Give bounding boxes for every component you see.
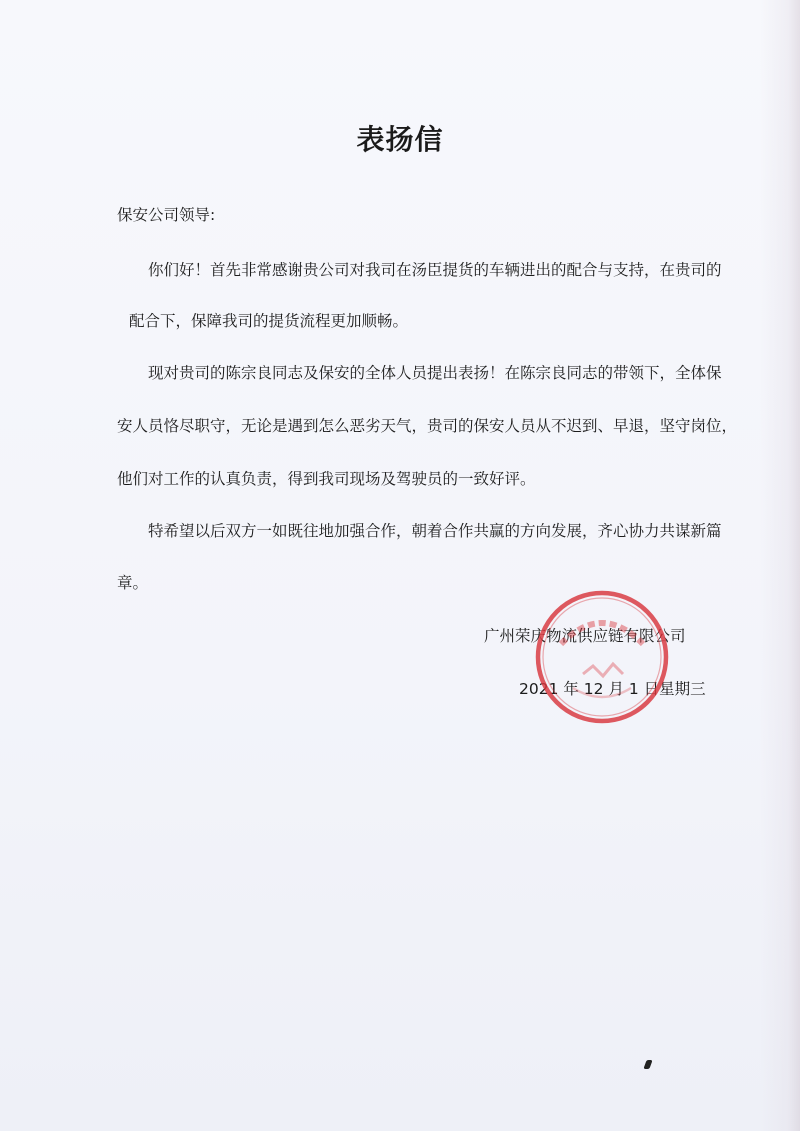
paper-edge-wear — [760, 0, 800, 1131]
paragraph-2-line-2: 安人员恪尽职守，无论是遇到怎么恶劣天气，贵司的保安人员从不迟到、早退，坚守岗位， — [117, 417, 738, 435]
paragraph-1-line-1: 你们好！首先非常感谢贵公司对我司在汤臣提货的车辆进出的配合与支持，在贵司的 — [148, 261, 722, 279]
salutation: 保安公司领导: — [117, 206, 216, 224]
paragraph-2-line-1: 现对贵司的陈宗良同志及保安的全体人员提出表扬！在陈宗良同志的带领下，全体保 — [148, 364, 722, 382]
company-seal-stamp — [533, 588, 671, 726]
paragraph-2-line-3: 他们对工作的认真负责，得到我司现场及驾驶员的一致好评。 — [117, 470, 536, 488]
paragraph-3-line-2: 章。 — [117, 574, 149, 592]
paragraph-3-line-1: 特希望以后双方一如既往地加强合作，朝着合作共赢的方向发展，齐心协力共谋新篇 — [148, 522, 722, 540]
letter-title: 表扬信 — [356, 123, 444, 156]
paragraph-1-line-2: 配合下，保障我司的提货流程更加顺畅。 — [129, 312, 409, 330]
ink-mark — [643, 1060, 652, 1069]
signature-company: 广州荣庆物流供应链有限公司 — [484, 627, 686, 645]
signature-date: 2021 年 12 月 1 日星期三 — [519, 680, 706, 698]
